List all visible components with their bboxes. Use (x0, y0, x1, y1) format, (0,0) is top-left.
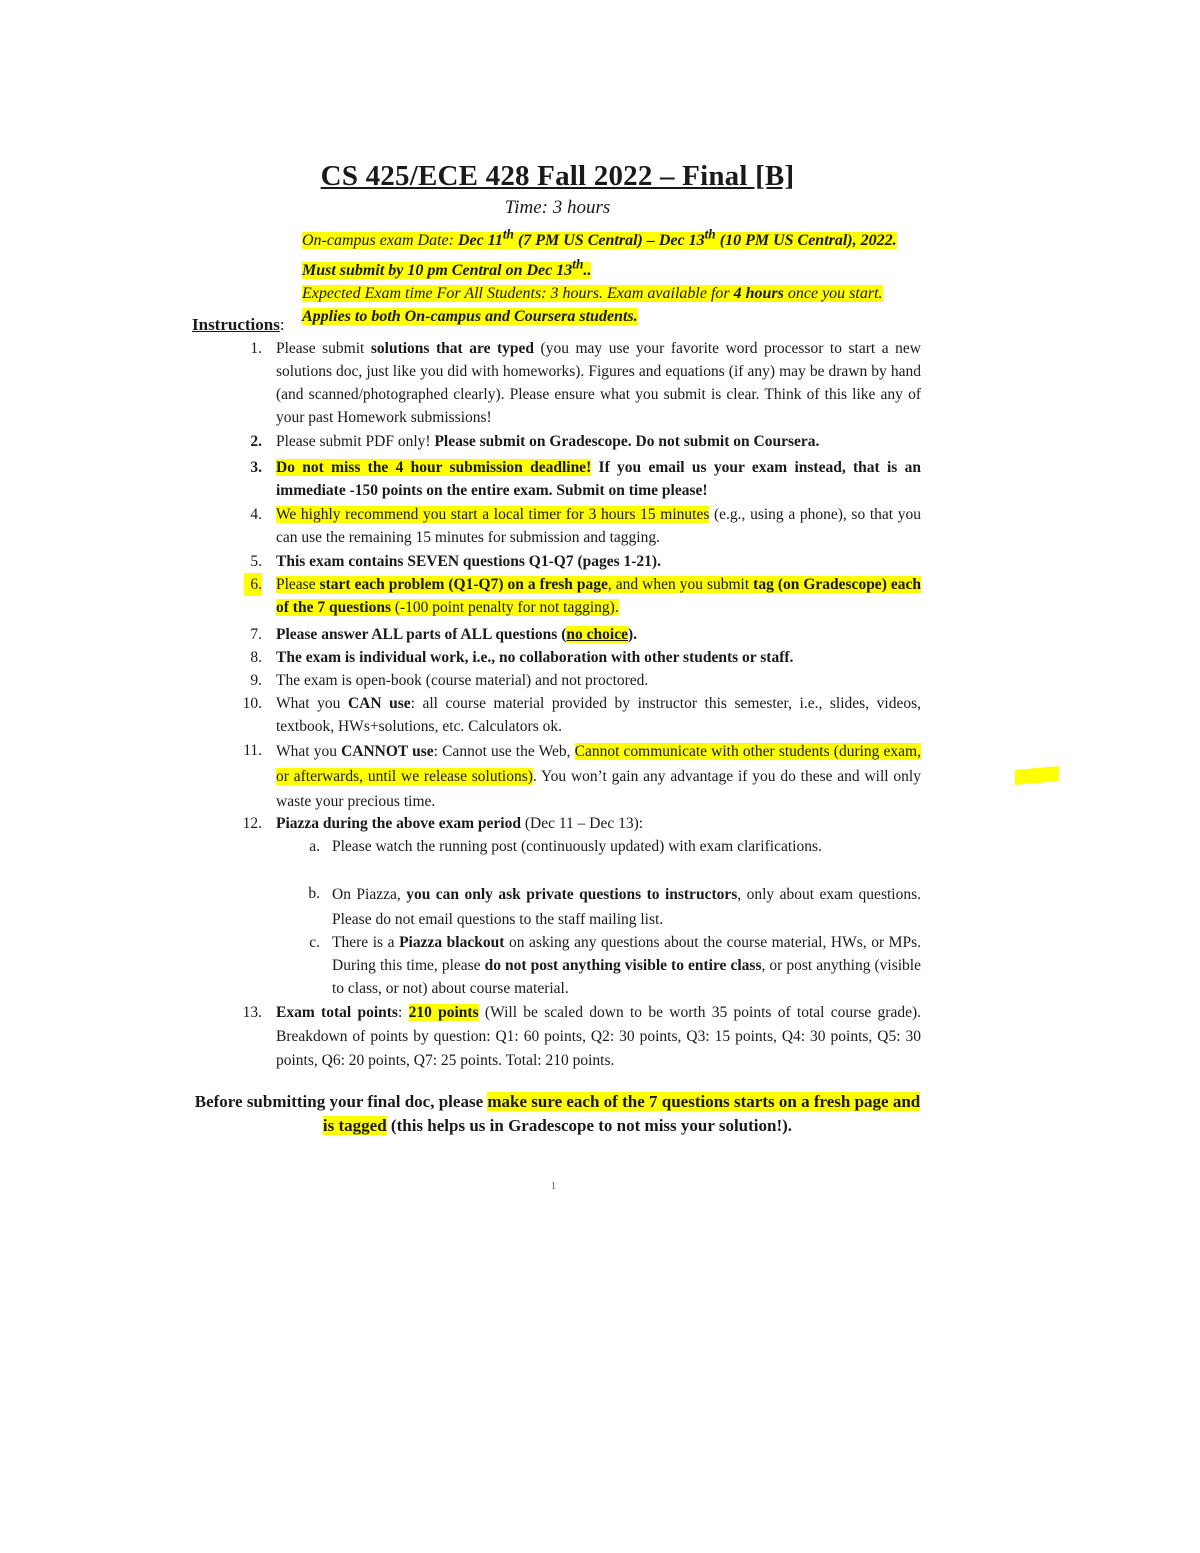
instruction-item-4: We highly recommend you start a local timer for 3 hours 15 minutes (e.g., using a phone), so that you can use the remaining 15 minutes for submission and tagging. (276, 506, 921, 546)
instruction-item-12: Piazza during the above exam period (Dec 11 – Dec 13): (276, 815, 644, 832)
instruction-subitem-a: Please watch the running post (continuously updated) with exam clarifications. (332, 838, 822, 855)
exam-date-notice: On-campus exam Date: Dec 11th (7 PM US Central) – Dec 13th (10 PM US Central), 2022. Must submit by 10 pm Central on Dec 13th.. Expected Exam time For All Students: 3 hours. Exam available for 4 hours once you start. Applies to both On-campus and Coursera students. (302, 227, 897, 325)
item-number: 9. (250, 672, 262, 689)
exam-title: CS 425/ECE 428 Fall 2022 – Final [B] (320, 160, 795, 192)
instruction-item-11: What you CANNOT use: Cannot use the Web, Cannot communicate with other students (during exam, or afterwards, until we release solutions). You won’t gain any advantage if you do these and will only waste your precious time. (276, 743, 921, 810)
instruction-item-6: Please start each problem (Q1-Q7) on a fresh page, and when you submit tag (on Gradescope) each of the 7 questions (-100 point penalty for not tagging). (276, 576, 921, 616)
instruction-item-7: Please answer ALL parts of ALL questions (no choice). (276, 626, 637, 643)
item-number: 8. (250, 649, 262, 666)
item-number: 4. (250, 506, 262, 523)
item-number: 1. (250, 340, 262, 357)
instruction-item-5: This exam contains SEVEN questions Q1-Q7 (pages 1-21). (276, 553, 661, 570)
instruction-item-13: Exam total points: 210 points (Will be scaled down to be worth 35 points of total course grade). Breakdown of points by question: Q1: 60 points, Q2: 30 points, Q3: 15 points, Q4: 30 points, Q5: 30 points, Q6: 20 points, Q7: 25 points. Total: 210 points. (276, 1004, 921, 1069)
closing-reminder: Before submitting your final doc, please make sure each of the 7 questions starts on a fresh page and is tagged (this helps us in Gradescope to not miss your solution!). (194, 1092, 921, 1135)
instruction-item-3: Do not miss the 4 hour submission deadline! If you email us your exam instead, that is an immediate -150 points on the entire exam. Submit on time please! (276, 459, 922, 499)
exam-duration: Time: 3 hours (504, 197, 611, 218)
item-number: 12. (242, 815, 262, 832)
subitem-letter: c. (309, 934, 320, 951)
item-number: 7. (250, 626, 262, 643)
instructions-heading: Instructions: (192, 315, 285, 334)
instruction-subitem-b: On Piazza, you can only ask private questions to instructors, only about exam questions. Please do not email questions to the staff mailing list. (332, 886, 921, 928)
item-number: 10. (242, 695, 262, 712)
item-number: 6. (244, 573, 262, 596)
item-number: 13. (242, 1004, 262, 1021)
instruction-item-10: What you CAN use: all course material provided by instructor this semester, i.e., slides, videos, textbook, HWs+solutions, etc. Calculators ok. (276, 695, 921, 735)
item-number: 5. (250, 553, 262, 570)
instruction-item-8: The exam is individual work, i.e., no collaboration with other students or staff. (276, 649, 794, 666)
highlighter-mark (1015, 766, 1059, 785)
instruction-item-2: Please submit PDF only! Please submit on Gradescope. Do not submit on Coursera. (276, 433, 820, 450)
page-number: 1 (551, 1181, 556, 1192)
instruction-item-1: Please submit solutions that are typed (you may use your favorite word processor to start a new solutions doc, just like you did with homeworks). Figures and equations (if any) may be drawn by hand (and scanned/photographed clearly). Please ensure what you submit is clear. Think of this like any of your past Homework submissions! (276, 340, 921, 426)
item-number: 11. (243, 742, 262, 759)
subitem-letter: a. (309, 838, 320, 855)
item-number: 3. (250, 459, 262, 476)
instruction-item-9: The exam is open-book (course material) and not proctored. (276, 672, 649, 689)
instruction-subitem-c: There is a Piazza blackout on asking any questions about the course material, HWs, or MPs. During this time, please do not post anything visible to entire class, or post anything (visible to class, or not) about course material. (332, 934, 921, 997)
subitem-letter: b. (308, 885, 320, 902)
item-number: 2. (250, 433, 262, 450)
